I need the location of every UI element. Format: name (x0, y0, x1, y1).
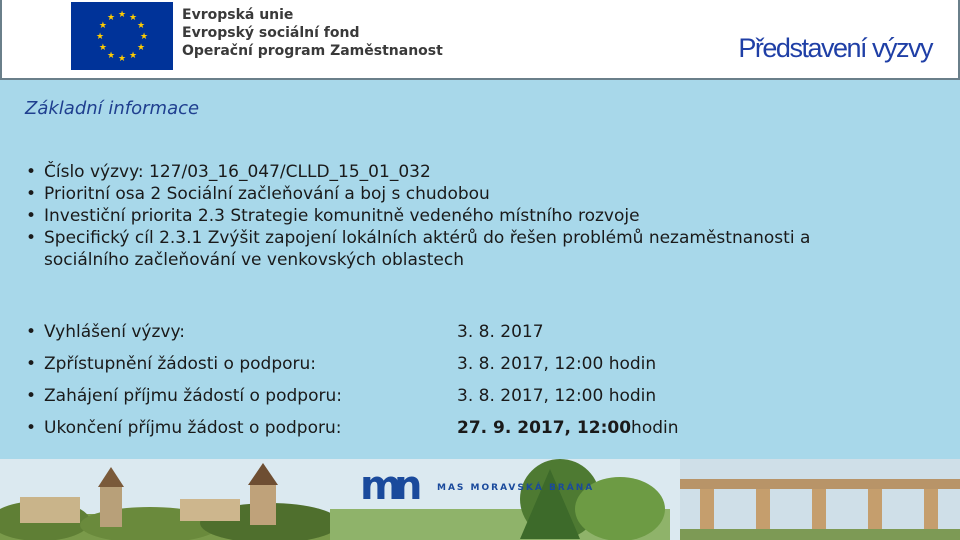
date-label: Zpřístupnění žádosti o podporu: (44, 354, 317, 374)
list-item-text: Číslo výzvy: 127/03_16_047/CLLD_15_01_032 (44, 162, 431, 182)
bullet-icon: • (26, 228, 37, 248)
bullet-icon: • (26, 354, 37, 374)
eu-star-icon: ★ (98, 43, 107, 53)
list-item (26, 227, 866, 271)
list-item-text: Prioritní osa 2 Sociální začleňování a boj s chudobou (44, 184, 490, 204)
footer-logo-text: MAS MORAVSKÁ BRÁNA (437, 483, 595, 493)
svg-text:n: n (394, 463, 423, 509)
footer-banner (0, 459, 960, 540)
list-item (26, 161, 866, 183)
eu-text-block (182, 6, 443, 60)
bullet-icon: • (26, 162, 37, 182)
slide-title: Představení výzvy (738, 33, 932, 63)
svg-text:m: m (360, 463, 402, 509)
eu-star-icon: ★ (117, 54, 127, 64)
date-row (26, 321, 926, 343)
eu-star-icon: ★ (95, 32, 105, 42)
date-label: Ukončení příjmu žádost o podporu: (44, 418, 342, 438)
date-label: Vyhlášení výzvy: (44, 322, 186, 342)
date-value: 3. 8. 2017 (457, 322, 544, 342)
eu-star-icon: ★ (137, 43, 146, 53)
date-row (26, 385, 926, 407)
eu-line-1: Evropská unie (182, 7, 294, 23)
section-heading: Základní informace (25, 98, 200, 119)
bullet-icon: • (26, 386, 37, 406)
list-item (26, 205, 866, 227)
list-item (26, 183, 866, 205)
eu-flag-icon (71, 2, 173, 70)
header-bar (0, 0, 960, 80)
date-value: 3. 8. 2017, 12:00 hodin (457, 354, 657, 374)
date-value (457, 417, 679, 439)
eu-star-icon: ★ (137, 21, 146, 31)
date-value-rest: hodin (631, 418, 679, 438)
footer-landscape-image (0, 459, 960, 540)
eu-line-2: Evropský sociální fond (182, 25, 360, 41)
bullet-icon: • (26, 418, 37, 438)
eu-line-3: Operační program Zaměstnanost (182, 43, 443, 59)
eu-star-icon: ★ (106, 12, 116, 23)
eu-star-icon: ★ (128, 51, 138, 62)
date-value: 3. 8. 2017, 12:00 hodin (457, 386, 657, 406)
bullet-icon: • (26, 206, 37, 226)
date-label: Zahájení příjmu žádostí o podporu: (44, 386, 342, 406)
bullet-icon: • (26, 322, 37, 342)
info-list (26, 161, 866, 271)
eu-star-icon: ★ (139, 32, 149, 42)
date-row (26, 353, 926, 375)
eu-star-icon: ★ (117, 10, 127, 20)
list-item-text: Specifický cíl 2.3.1 Zvýšit zapojení lokálních aktérů do řešen problémů nezaměstnanosti a sociálního začleňování ve venkovských oblastech (44, 228, 811, 270)
list-item-text: Investiční priorita 2.3 Strategie komunitně vedeného místního rozvoje (44, 206, 640, 226)
date-value-bold: 27. 9. 2017, 12:00 (457, 418, 632, 438)
eu-star-icon: ★ (98, 21, 107, 31)
eu-star-icon: ★ (106, 51, 116, 62)
date-row (26, 417, 926, 439)
bullet-icon: • (26, 184, 37, 204)
eu-star-icon: ★ (128, 12, 138, 23)
dates-list (26, 321, 926, 449)
